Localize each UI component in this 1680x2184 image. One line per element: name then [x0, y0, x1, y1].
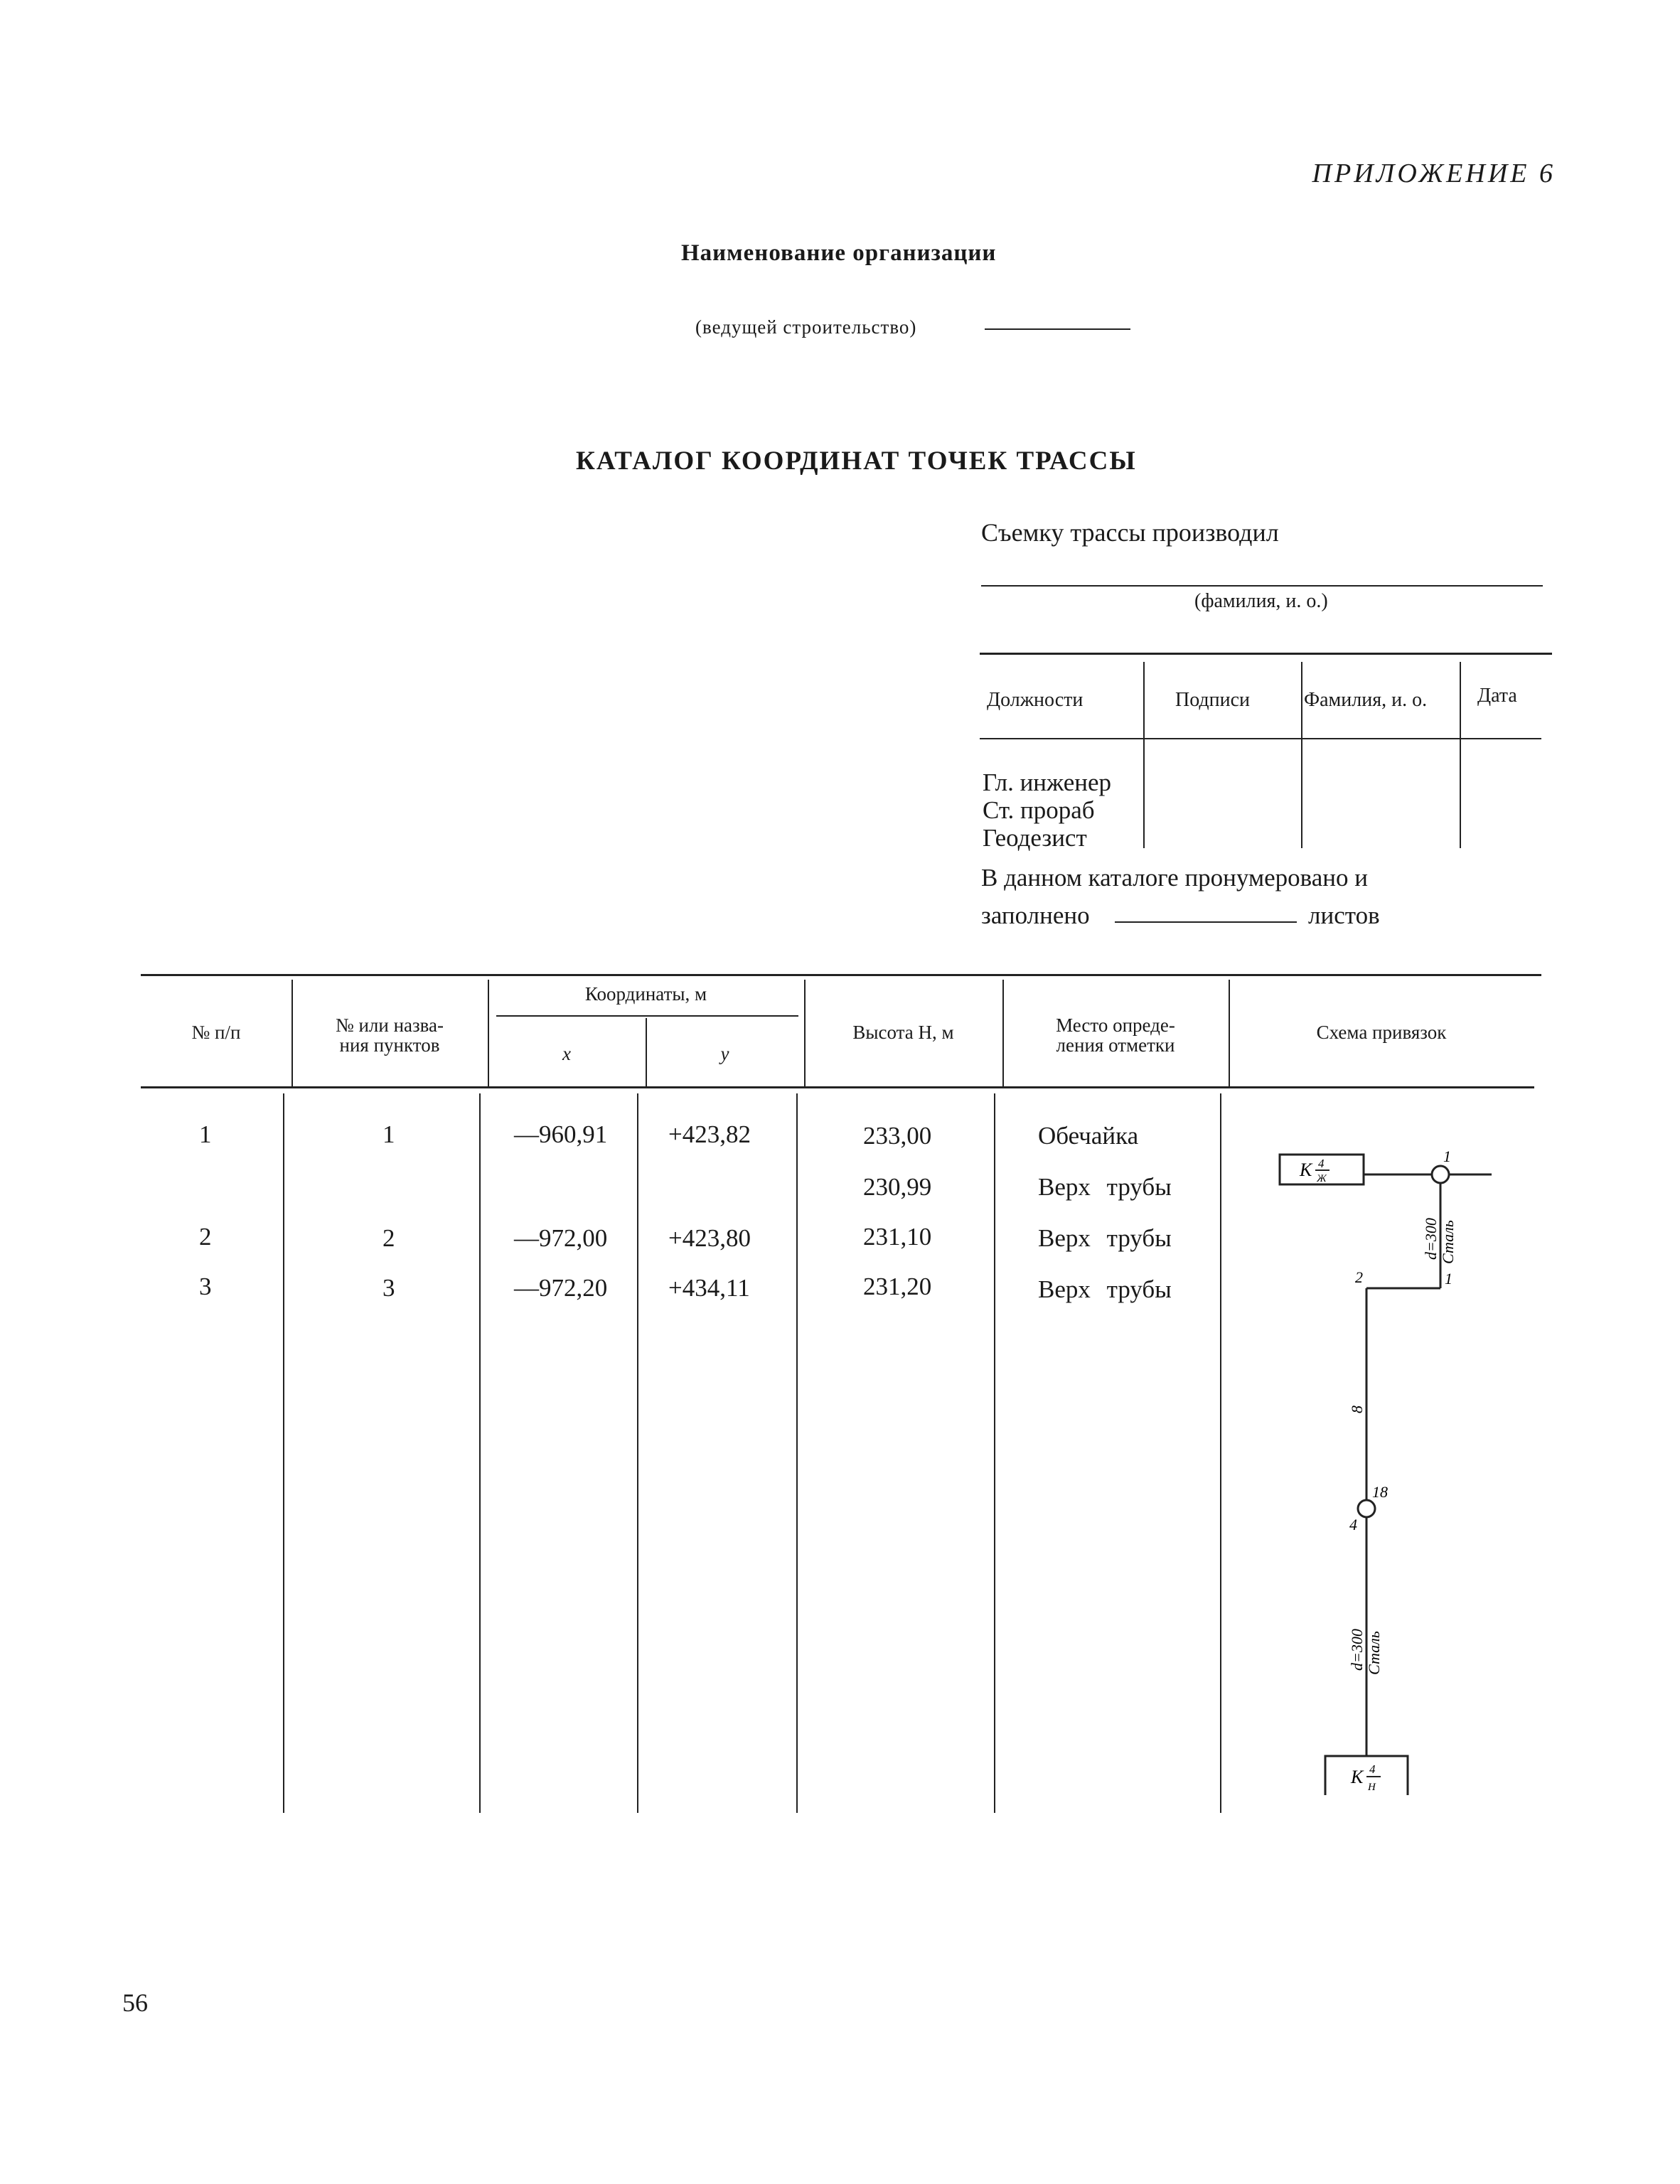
signature-header-signature: Подписи [1175, 689, 1251, 711]
row-1b-height: 230,99 [863, 1173, 932, 1201]
row-1-no: 1 [199, 1120, 212, 1148]
header-y: y [720, 1043, 729, 1064]
body-col-divider [637, 1093, 638, 1813]
header-scheme: Схема привязок [1316, 1022, 1447, 1043]
top-well-num: 4 [1318, 1157, 1325, 1170]
header-height: Высота H, м [852, 1022, 954, 1043]
row-2-name: 2 [382, 1224, 395, 1252]
body-col-divider [796, 1093, 798, 1813]
signature-header-position: Должности [987, 689, 1084, 711]
node-1 [1432, 1166, 1449, 1183]
coords-sub-rule [496, 1015, 798, 1017]
sheets-label: листов [1308, 901, 1380, 929]
top-well-den: Ж [1317, 1173, 1327, 1184]
role-surveyor: Геодезист [983, 824, 1087, 852]
signature-header-date: Дата [1477, 685, 1517, 707]
header-x: x [562, 1043, 571, 1064]
body-col-divider [479, 1093, 481, 1813]
row-2-height: 231,10 [863, 1223, 932, 1251]
row-2-x: —972,00 [514, 1224, 608, 1252]
row-1-place: Обечайка [1038, 1122, 1139, 1150]
bottom-well-num: 4 [1369, 1762, 1376, 1776]
signature-header-name: Фамилия, и. о. [1304, 689, 1428, 711]
signature-col-divider [1460, 662, 1461, 848]
appendix-label: ПРИЛОЖЕНИЕ 6 [1312, 159, 1556, 188]
top-well-k: К [1300, 1160, 1312, 1180]
table-header-rule [141, 1086, 1534, 1088]
row-3-place: Верх трубы [1038, 1275, 1172, 1303]
row-1-x: —960,91 [514, 1120, 608, 1148]
distance-18-label: 18 [1372, 1483, 1388, 1501]
signature-roles [983, 769, 1111, 852]
signature-table [980, 653, 1552, 855]
survey-fill-line [981, 585, 1543, 587]
body-col-divider [1220, 1093, 1221, 1813]
page-title: КАТАЛОГ КООРДИНАТ ТОЧЕК ТРАССЫ [576, 446, 1137, 476]
point-1b-label: 1 [1445, 1270, 1452, 1288]
pipe-1-diameter: d=300 [1422, 1218, 1440, 1260]
node-1-label: 1 [1443, 1147, 1451, 1165]
row-3-no: 3 [199, 1273, 212, 1300]
binding-scheme [1266, 1130, 1507, 1813]
organization-name-label: Наименование организации [681, 240, 997, 266]
row-2-y: +423,80 [668, 1224, 751, 1252]
row-3-name: 3 [382, 1274, 395, 1302]
row-3-y: +434,11 [668, 1274, 750, 1302]
organization-fill-line [985, 328, 1130, 330]
node-4-label: 4 [1349, 1516, 1357, 1533]
pipe-3-diameter: d=300 [1348, 1629, 1366, 1671]
survey-sub-label: (фамилия, и. о.) [1194, 590, 1328, 612]
pipe-3-material: Сталь [1365, 1631, 1383, 1675]
survey-label: Съемку трассы производил [981, 518, 1279, 547]
row-1-name: 1 [382, 1120, 395, 1148]
row-1-height: 233,00 [863, 1122, 932, 1150]
signature-col-divider [1143, 662, 1145, 848]
distance-8-label: 8 [1348, 1406, 1366, 1413]
row-3-x: —972,20 [514, 1274, 608, 1302]
body-col-divider [994, 1093, 995, 1813]
row-2-no: 2 [199, 1223, 212, 1251]
organization-sub-label: (ведущей строительство) [695, 316, 917, 338]
role-senior-foreman: Ст. прораб [983, 796, 1095, 825]
bottom-well-k: К [1351, 1767, 1364, 1787]
header-point-name: № или назва- ния пунктов [335, 1015, 444, 1056]
header-coordinates: Координаты, м [584, 983, 707, 1005]
header-no: № п/п [191, 1022, 241, 1043]
node-4 [1358, 1500, 1375, 1517]
numbering-statement: В данном каталоге пронумеровано и [981, 864, 1368, 892]
pipe-1-material: Сталь [1439, 1220, 1457, 1264]
row-3-height: 231,20 [863, 1273, 932, 1300]
sheets-fill-line [1115, 921, 1297, 923]
filled-label: заполнено [981, 901, 1090, 929]
point-2-label: 2 [1355, 1268, 1363, 1286]
bottom-well-den: Н [1368, 1782, 1376, 1793]
signature-table-header-divider [980, 738, 1541, 739]
row-1-y: +423,82 [668, 1120, 751, 1148]
row-2-place: Верх трубы [1038, 1224, 1172, 1252]
bottom-well-box [1325, 1756, 1408, 1795]
body-col-divider [283, 1093, 284, 1813]
role-chief-engineer: Гл. инженер [983, 769, 1112, 796]
row-1b-place: Верх трубы [1038, 1173, 1172, 1201]
page-number: 56 [122, 1988, 148, 2017]
header-place: Место опреде- ления отметки [1056, 1015, 1175, 1056]
table-top-rule [141, 974, 1541, 976]
signature-col-divider [1301, 662, 1302, 848]
